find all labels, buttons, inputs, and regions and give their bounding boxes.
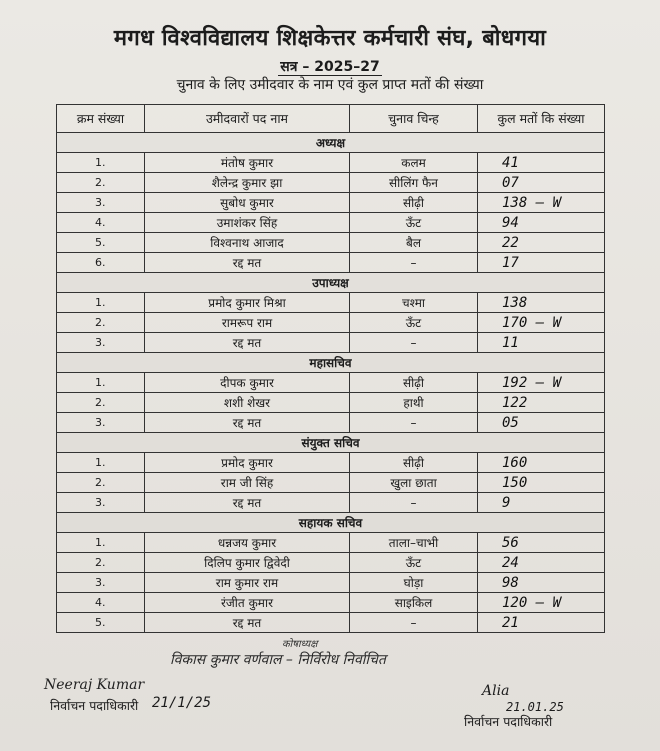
vote-count-cell: 22 bbox=[478, 233, 605, 253]
vote-count-cell: 24 bbox=[478, 553, 605, 573]
election-symbol-cell: सीढ़ी bbox=[350, 453, 478, 473]
election-symbol-cell: सीलिंग फैन bbox=[350, 173, 478, 193]
session-text: सत्र – 2025–27 bbox=[280, 59, 380, 75]
serial-cell: 1. bbox=[57, 533, 145, 553]
table-row bbox=[57, 453, 605, 473]
candidate-name-cell: विश्वनाथ आजाद bbox=[145, 233, 350, 253]
vote-count-cell: 98 bbox=[478, 573, 605, 593]
vote-count-cell: 07 bbox=[478, 173, 605, 193]
table-row bbox=[57, 233, 605, 253]
serial-cell: 5. bbox=[57, 613, 145, 633]
handwritten-unopposed-note: विकास कुमार वर्णवाल – निर्विरोध निर्वाचित bbox=[170, 652, 386, 668]
table-row bbox=[57, 493, 605, 513]
serial-cell: 3. bbox=[57, 413, 145, 433]
election-symbol-cell: ऊँट bbox=[350, 553, 478, 573]
serial-cell: 4. bbox=[57, 593, 145, 613]
vote-count-cell: 120 — W bbox=[478, 593, 605, 613]
table-row bbox=[57, 533, 605, 553]
candidate-name-cell: मंतोष कुमार bbox=[145, 153, 350, 173]
serial-cell: 2. bbox=[57, 473, 145, 493]
candidate-name-cell: राम जी सिंह bbox=[145, 473, 350, 493]
post-title: सहायक सचिव bbox=[57, 513, 605, 533]
header-candidate: उमीदवारों पद नाम bbox=[145, 105, 350, 133]
vote-count-cell: 192 — W bbox=[478, 373, 605, 393]
election-symbol-cell: हाथी bbox=[350, 393, 478, 413]
serial-cell: 1. bbox=[57, 293, 145, 313]
vote-count-cell: 170 — W bbox=[478, 313, 605, 333]
table-row bbox=[57, 313, 605, 333]
serial-cell: 2. bbox=[57, 553, 145, 573]
vote-count-cell: 122 bbox=[478, 393, 605, 413]
table-row bbox=[57, 213, 605, 233]
election-symbol-cell: – bbox=[350, 333, 478, 353]
right-signature: Alia bbox=[482, 683, 510, 699]
election-symbol-cell: घोड़ा bbox=[350, 573, 478, 593]
table-body bbox=[57, 133, 605, 633]
table-row bbox=[57, 193, 605, 213]
candidate-name-cell: शैलेन्द्र कुमार झा bbox=[145, 173, 350, 193]
right-signature-date: 21.01.25 bbox=[506, 700, 564, 714]
vote-count-cell: 11 bbox=[478, 333, 605, 353]
left-signature-date: 21/1/25 bbox=[152, 695, 212, 711]
post-title: उपाध्यक्ष bbox=[57, 273, 605, 293]
vote-count-cell: 138 bbox=[478, 293, 605, 313]
candidate-name-cell: रद्द मत bbox=[145, 253, 350, 273]
vote-count-cell: 138 — W bbox=[478, 193, 605, 213]
candidate-name-cell: सुबोध कुमार bbox=[145, 193, 350, 213]
election-symbol-cell: – bbox=[350, 253, 478, 273]
table-row bbox=[57, 613, 605, 633]
election-symbol-cell: ऊँट bbox=[350, 313, 478, 333]
candidate-name-cell: रद्द मत bbox=[145, 413, 350, 433]
table-row bbox=[57, 413, 605, 433]
section-header-row bbox=[57, 353, 605, 373]
candidate-name-cell: रद्द मत bbox=[145, 493, 350, 513]
handwritten-post-note: कोषाध्यक्ष bbox=[282, 639, 318, 650]
serial-cell: 1. bbox=[57, 373, 145, 393]
election-symbol-cell: ताला–चाभी bbox=[350, 533, 478, 553]
candidate-name-cell: शशी शेखर bbox=[145, 393, 350, 413]
section-header-row bbox=[57, 433, 605, 453]
vote-count-cell: 21 bbox=[478, 613, 605, 633]
document-subtitle: चुनाव के लिए उमीदवार के नाम एवं कुल प्राप्त मतों की संख्या bbox=[176, 77, 484, 93]
header-votes: कुल मतों कि संख्या bbox=[478, 105, 605, 133]
candidate-name-cell: दीपक कुमार bbox=[145, 373, 350, 393]
vote-count-cell: 56 bbox=[478, 533, 605, 553]
table-row bbox=[57, 593, 605, 613]
left-signature: Neeraj Kumar bbox=[44, 677, 145, 693]
serial-cell: 2. bbox=[57, 313, 145, 333]
candidate-name-cell: उमाशंकर सिंह bbox=[145, 213, 350, 233]
serial-cell: 5. bbox=[57, 233, 145, 253]
serial-cell: 2. bbox=[57, 393, 145, 413]
election-symbol-cell: – bbox=[350, 493, 478, 513]
session-label bbox=[0, 57, 660, 76]
document-title: मगध विश्वविद्यालय शिक्षकेत्तर कर्मचारी संघ, बोधगया bbox=[113, 26, 547, 51]
vote-count-cell: 17 bbox=[478, 253, 605, 273]
serial-cell: 1. bbox=[57, 153, 145, 173]
table-row bbox=[57, 293, 605, 313]
right-officer-label: निर्वाचन पदाधिकारी bbox=[464, 714, 553, 729]
election-symbol-cell: बैल bbox=[350, 233, 478, 253]
table-row bbox=[57, 553, 605, 573]
post-title: महासचिव bbox=[57, 353, 605, 373]
election-symbol-cell: कलम bbox=[350, 153, 478, 173]
table-row bbox=[57, 333, 605, 353]
section-header-row bbox=[57, 513, 605, 533]
vote-count-cell: 9 bbox=[478, 493, 605, 513]
election-symbol-cell: – bbox=[350, 613, 478, 633]
election-symbol-cell: खुला छाता bbox=[350, 473, 478, 493]
table-row bbox=[57, 473, 605, 493]
table-row bbox=[57, 153, 605, 173]
candidate-name-cell: धन्नजय कुमार bbox=[145, 533, 350, 553]
serial-cell: 3. bbox=[57, 493, 145, 513]
table-row bbox=[57, 173, 605, 193]
serial-cell: 3. bbox=[57, 333, 145, 353]
section-header-row bbox=[57, 273, 605, 293]
table-row bbox=[57, 253, 605, 273]
table-row bbox=[57, 393, 605, 413]
post-title: संयुक्त सचिव bbox=[57, 433, 605, 453]
serial-cell: 1. bbox=[57, 453, 145, 473]
election-symbol-cell: चश्मा bbox=[350, 293, 478, 313]
serial-cell: 4. bbox=[57, 213, 145, 233]
header-symbol: चुनाव चिन्ह bbox=[350, 105, 478, 133]
candidate-name-cell: रामरूप राम bbox=[145, 313, 350, 333]
candidate-name-cell: प्रमोद कुमार मिश्रा bbox=[145, 293, 350, 313]
table-header-row bbox=[57, 105, 605, 133]
candidate-name-cell: प्रमोद कुमार bbox=[145, 453, 350, 473]
candidate-name-cell: रद्द मत bbox=[145, 333, 350, 353]
vote-count-cell: 150 bbox=[478, 473, 605, 493]
section-header-row bbox=[57, 133, 605, 153]
serial-cell: 2. bbox=[57, 173, 145, 193]
election-symbol-cell: साइकिल bbox=[350, 593, 478, 613]
header-serial: क्रम संख्या bbox=[57, 105, 145, 133]
candidate-name-cell: रद्द मत bbox=[145, 613, 350, 633]
vote-count-cell: 05 bbox=[478, 413, 605, 433]
table-row bbox=[57, 573, 605, 593]
vote-count-cell: 94 bbox=[478, 213, 605, 233]
post-title: अध्यक्ष bbox=[57, 133, 605, 153]
serial-cell: 3. bbox=[57, 193, 145, 213]
candidate-name-cell: रंजीत कुमार bbox=[145, 593, 350, 613]
serial-cell: 3. bbox=[57, 573, 145, 593]
election-symbol-cell: सीढ़ी bbox=[350, 373, 478, 393]
vote-count-cell: 160 bbox=[478, 453, 605, 473]
serial-cell: 6. bbox=[57, 253, 145, 273]
candidate-name-cell: राम कुमार राम bbox=[145, 573, 350, 593]
vote-count-cell: 41 bbox=[478, 153, 605, 173]
left-officer-label: निर्वाचन पदाधिकारी bbox=[50, 698, 139, 713]
election-symbol-cell: ऊँट bbox=[350, 213, 478, 233]
table-row bbox=[57, 373, 605, 393]
election-symbol-cell: सीढ़ी bbox=[350, 193, 478, 213]
candidate-name-cell: दिलिप कुमार द्विवेदी bbox=[145, 553, 350, 573]
results-table bbox=[56, 104, 605, 633]
election-symbol-cell: – bbox=[350, 413, 478, 433]
